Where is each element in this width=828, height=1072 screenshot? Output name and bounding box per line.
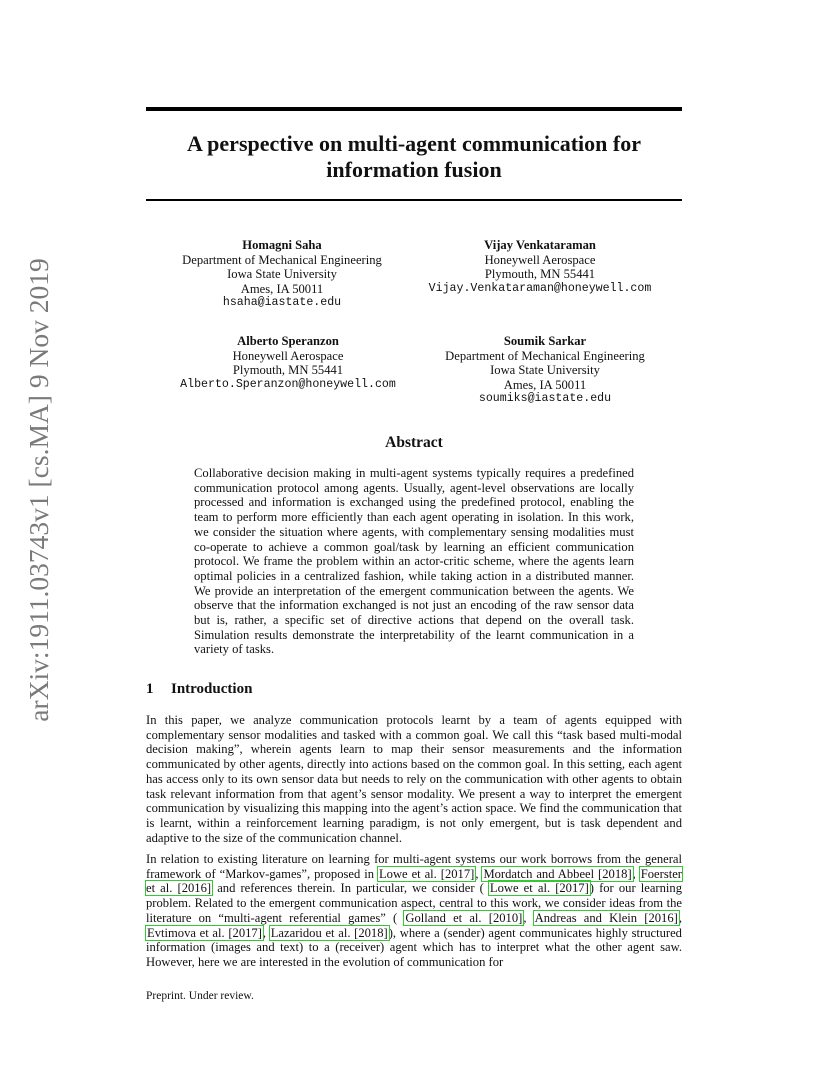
abstract-heading: Abstract [385, 434, 443, 451]
paragraph-text: , [523, 910, 534, 925]
author-email[interactable]: Vijay.Venkataraman@honeywell.com [428, 281, 652, 295]
paragraph-text: In relation to existing literature on learning for multi-agent systems our work borrows from the general framework of “Markov-games”, proposed in [146, 852, 682, 881]
author-name: Homagni Saha [242, 238, 322, 252]
citation-link[interactable]: Andreas and Klein [2016] [534, 910, 678, 925]
author-block-1 [146, 238, 418, 311]
author-affiliation: Department of Mechanical Engineering [445, 348, 645, 363]
citation-link[interactable]: Lowe et al. [2017] [489, 881, 589, 896]
paragraph-text: , [262, 925, 270, 940]
author-email[interactable]: Alberto.Speranzon@honeywell.com [180, 377, 396, 391]
section-heading-introduction [146, 681, 252, 698]
title-line-2: information fusion [326, 157, 502, 182]
author-block-4 [430, 334, 660, 407]
title-bottom-rule [146, 199, 682, 201]
citation-link[interactable]: Foerster et al. [2016] [146, 866, 683, 896]
paragraph-text: , [678, 910, 682, 925]
author-address: Ames, IA 50011 [503, 377, 587, 392]
author-block-2 [410, 238, 670, 296]
paragraph-text: ), where a (sender) agent communicates highly structured information (images and text) to a (receiver) agent which has to interpret what the other agent saw. However, here we are interested in the evolution of communication for [146, 925, 682, 969]
author-affiliation: Honeywell Aerospace [232, 348, 344, 363]
author-address: Plymouth, MN 55441 [484, 267, 596, 282]
paragraph-text: ) for our learning problem. Related to the emergent communication aspect, central to this work, we consider ideas from the literature on “multi-agent referential games” ( [146, 881, 682, 925]
author-name: Vijay Venkataraman [484, 238, 596, 252]
citation-link[interactable]: Lowe et al. [2017] [378, 866, 475, 881]
section-number: 1 [146, 681, 154, 697]
citation-link[interactable]: Lazaridou et al. [2018] [270, 925, 388, 940]
intro-paragraph-1: In this paper, we analyze communication protocols learnt by a team of agents equipped with complementary sensor modalities and tasked with a common goal. We call this “task based multi-modal decision making”, wherein agents learn to map their sensor measurements and the information communicated by other agents, directly into actions based on the common goal. In this setting, each agent has access only to its own sensor data but needs to rely on the communication with other agents to obtain task relevant information from that agent’s sensor modality. We present a way to interpret the emergent communication by visualizing this mapping into the agent’s action space. We find the communication that is learnt, within a reinforcement learning paradigm, is not only emergent, but is task dependent and adaptive to the size of the communication channel. [146, 713, 682, 845]
citation-link[interactable]: Evtimova et al. [2017] [147, 925, 262, 940]
arxiv-identifier-stamp [10, 210, 60, 770]
author-email[interactable]: soumiks@iastate.edu [478, 392, 612, 406]
author-address: Plymouth, MN 55441 [232, 363, 344, 378]
author-affiliation: Iowa State University [490, 363, 600, 378]
author-address: Ames, IA 50011 [240, 281, 324, 296]
arxiv-id-text: arXiv:1911.03743v1 [cs.MA] 9 Nov 2019 [23, 258, 54, 722]
title-top-rule [146, 107, 682, 111]
author-name: Alberto Speranzon [237, 334, 339, 348]
author-affiliation: Department of Mechanical Engineering [182, 252, 382, 267]
abstract-text: Collaborative decision making in multi-agent systems typically requires a predefined communication protocol among agents. Usually, agent-level observations are locally processed and information is exchanged using the predefined protocol, enabling the team to perform more efficiently than each agent operating in isolation. In this work, we consider the situation where agents, with complementary sensing modalities must co-operate to achieve a common goal/task by learning an efficient communication protocol. We frame the problem within an actor-critic scheme, where the agents learn optimal policies in a centralized fashion, while taking action in a distributed manner. We provide an interpretation of the emergent communication between the agents. We observe that the information exchanged is not just an encoding of the raw sensor data but is, rather, a specific set of directive actions that depend on the overall task. Simulation results demonstrate the interpretability of the learnt communication in a variety of tasks. [194, 466, 634, 657]
citation-link[interactable]: Mordatch and Abbeel [2018] [483, 866, 632, 881]
section-title: Introduction [171, 681, 253, 697]
author-email[interactable]: hsaha@iastate.edu [222, 296, 342, 310]
paragraph-text: , [632, 866, 640, 881]
title-line-1: A perspective on multi-agent communication for [187, 131, 641, 156]
author-affiliation: Honeywell Aerospace [484, 252, 596, 267]
paragraph-text: and references therein. In particular, we consider ( [212, 881, 489, 896]
author-affiliation: Iowa State University [227, 267, 337, 282]
paragraph-text: , [475, 866, 483, 881]
citation-link[interactable]: Golland et al. [2010] [405, 910, 523, 925]
intro-paragraph-2 [146, 852, 682, 970]
author-name: Soumik Sarkar [503, 334, 587, 348]
preprint-footer: Preprint. Under review. [146, 990, 254, 1002]
paper-title [146, 131, 682, 183]
author-block-3 [146, 334, 430, 392]
